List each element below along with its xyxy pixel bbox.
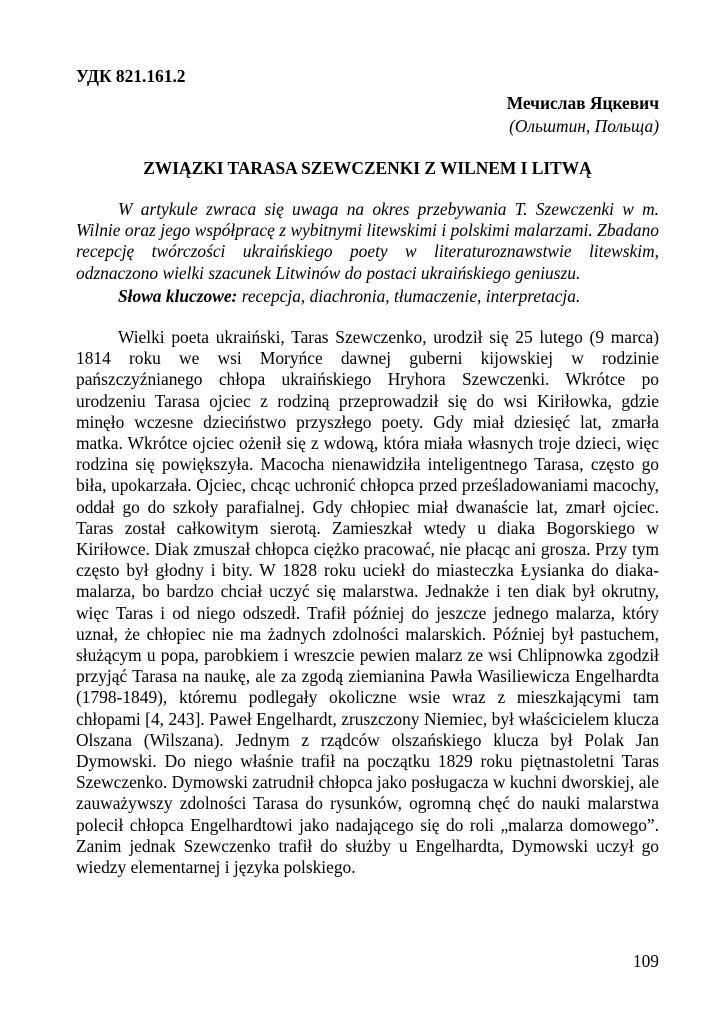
keywords-label: Słowa kluczowe: [118, 285, 232, 306]
article-title: ZWIĄZKI TARASA SZEWCZENKI Z WILNEM I LITWĄ: [143, 158, 592, 178]
author-name: Мечислав Яцкевич: [506, 93, 659, 113]
udk-code: УДК 821.161.2: [76, 66, 186, 86]
page-number: 109: [632, 951, 659, 971]
author-affiliation: (Ольштин, Польща): [509, 116, 659, 136]
keywords-list: recepcja, diachronia, tłumaczenie, interpretacja.: [237, 285, 581, 306]
keywords-line: [76, 286, 659, 307]
body-paragraph: Wielki poeta ukraiński, Taras Szewczenko, urodził się 25 lutego (9 marca) 1814 roku we wsi Moryńce dawnej guberni kijowskiej w rodzinie pańszczyźnianego chłopa ukraińskiego Hryhora Szewczenki. Wkrótce po urodzeniu Tarasa ojciec z rodziną przeprowadził się do wsi Kiriłowka, gdzie minęło wczesne dzieciństwo przyszłego poety. Gdy miał dziesięć lat, zmarła matka. Wkrótce ojciec ożenił się z wdową, która miała własnych troje dzieci, więc rodzina się powiększyła. Macocha nienawidziła inteligentnego Tarasa, często go biła, upokarzała. Ojciec, chcąc uchronić chłopca przed prześladowaniami macochy, oddał go do szkoły parafialnej. Gdy chłopiec miał dwanaście lat, zmarł ojciec. Taras został całkowitym sierotą. Zamieszkał wtedy u diaka Bogorskiego w Kiriłowce. Diak zmuszał chłopca ciężko pracować, nie płacąc ani grosza. Przy tym często był głodny i bity. W 1828 roku uciekł do miasteczka Łysianka do diaka-malarza, bo bardzo chciał uczyć się malarstwa. Jednakże i ten diak był okrutny, więc Taras i od niego odszedł. Trafił później do jeszcze jednego malarza, który uznał, że chłopiec nie ma żadnych zdolności malarskich. Później był pastuchem, służącym u popa, parobkiem i wreszcie pewien malarz ze wsi Chlipnowka zgodził przyjąć Tarasa na naukę, ale za zgodą ziemianina Pawła Wasiliewicza Engelhardta (1798-1849), któremu podlegały okoliczne wsie wraz z mieszkającymi tam chłopami [4, 243]. Paweł Engelhardt, zruszczony Niemiec, był właścicielem klucza Olszana (Wilszana). Jednym z rządców olszańskiego klucza był Polak Jan Dymowski. Do niego właśnie trafił na początku 1829 roku piętnastoletni Taras Szewczenko. Dymowski zatrudnił chłopca jako posługacza w kuchni dworskiej, ale zauważywszy zdolności Tarasa do rysunków, ogromną chęć do nauki malarstwa polecił chłopca Engelhardtowi jako nadającego się do roli „malarza domowego”. Zanim jednak Szewczenko trafił do służby u Engelhardta, Dymowski uczył go wiedzy elementarnej i języka polskiego.: [76, 327, 659, 878]
document-page: [76, 66, 659, 878]
keywords-colon: :: [231, 285, 238, 306]
abstract-paragraph: W artykule zwraca się uwaga na okres przebywania T. Szewczenki w m. Wilnie oraz jego współpracę z wybitnymi litewskimi i polskimi malarzami. Zbadano recepcję twórczości ukraińskiego poety w literaturoznawstwie litewskim, odznaczono wielki szacunek Litwinów do postaci ukraińskiego geniuszu.: [76, 199, 659, 283]
